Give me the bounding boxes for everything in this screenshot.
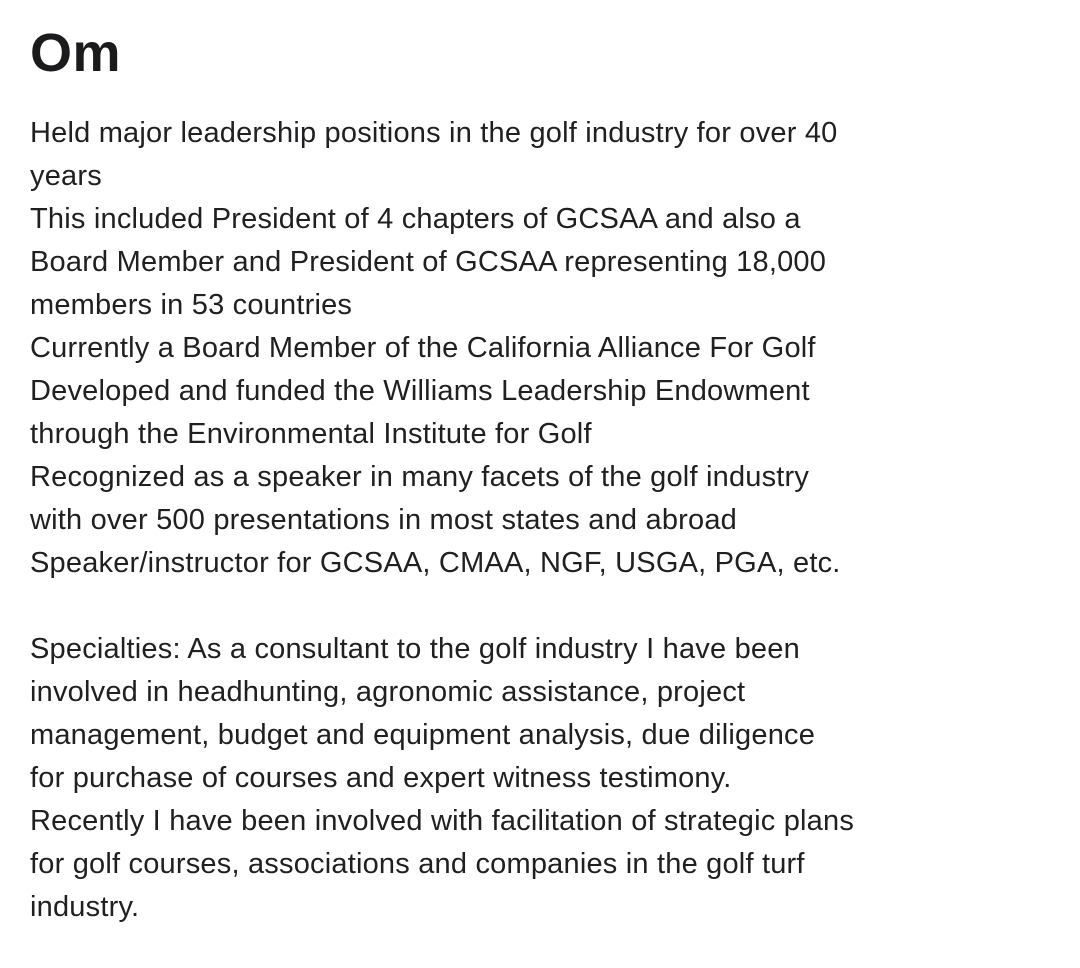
about-text	[30, 112, 1045, 929]
text-line: Specialties: As a consultant to the golf industry I have been	[30, 633, 800, 665]
text-line: for purchase of courses and expert witness testimony.	[30, 762, 732, 794]
text-line: Currently a Board Member of the California Alliance For Golf	[30, 332, 816, 364]
text-line: Recognized as a speaker in many facets of the golf industry	[30, 461, 810, 493]
text-line: involved in headhunting, agronomic assistance, project	[30, 676, 746, 708]
text-line: Speaker/instructor for GCSAA, CMAA, NGF, USGA, PGA, etc.	[30, 547, 841, 579]
text-line: years	[30, 160, 102, 192]
text-line: Held major leadership positions in the golf industry for over 40	[30, 117, 838, 149]
text-line: through the Environmental Institute for Golf	[30, 418, 592, 450]
text-line: Recently I have been involved with facilitation of strategic plans	[30, 805, 855, 837]
text-line: with over 500 presentations in most states and abroad	[30, 504, 738, 536]
section-heading: Om	[30, 23, 122, 83]
text-line: management, budget and equipment analysis, due diligence	[30, 719, 816, 751]
text-line: Developed and funded the Williams Leadership Endowment	[30, 375, 810, 407]
text-line: industry.	[30, 891, 140, 923]
paragraph	[30, 628, 1045, 929]
text-line: Board Member and President of GCSAA representing 18,000	[30, 246, 827, 278]
text-line: members in 53 countries	[30, 289, 353, 321]
paragraph	[30, 112, 1045, 585]
text-line: for golf courses, associations and companies in the golf turf	[30, 848, 805, 880]
text-line: This included President of 4 chapters of GCSAA and also a	[30, 203, 801, 235]
